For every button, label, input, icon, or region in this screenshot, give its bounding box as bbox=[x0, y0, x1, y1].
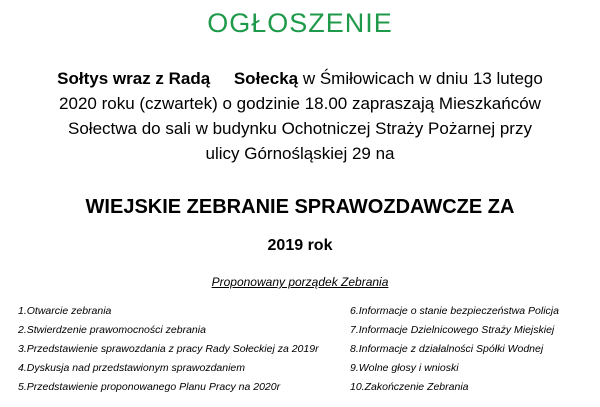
intro-organizer-council: Sołecką bbox=[233, 69, 299, 88]
agenda-list-right bbox=[350, 302, 559, 397]
agenda-item: 2.Stwierdzenie prawomocności zebrania bbox=[18, 324, 206, 336]
agenda-item: 7.Informacje Dzielnicowego Straży Miejskiej bbox=[350, 324, 555, 336]
agenda-item: 4.Dyskusja nad przedstawionym sprawozdaniem bbox=[18, 362, 246, 374]
meeting-year: 2019 rok bbox=[267, 237, 333, 254]
agenda-item: 8.Informacje z działalności Spółki Wodnej bbox=[350, 343, 544, 355]
intro-line-4: ulicy Górnośląskiej 29 na bbox=[205, 144, 395, 163]
intro-date-text: w Śmiłowicach w dniu 13 lutego bbox=[298, 69, 543, 88]
meeting-heading: WIEJSKIE ZEBRANIE SPRAWOZDAWCZE ZA bbox=[85, 196, 515, 218]
notice-title: OGŁOSZENIE bbox=[207, 8, 393, 38]
agenda-item: 5.Przedstawienie proponowanego Planu Pracy na 2020r bbox=[18, 381, 281, 393]
intro-line-3: Sołectwa do sali w budynku Ochotniczej Straży Pożarnej przy bbox=[68, 119, 532, 138]
agenda-item: 6.Informacje o stanie bezpieczeństwa Policja bbox=[350, 305, 559, 317]
agenda-item: 1.Otwarcie zebrania bbox=[18, 305, 112, 317]
intro-organizer: Sołtys wraz z Radą bbox=[57, 69, 211, 88]
intro-paragraph bbox=[20, 66, 580, 166]
intro-line-2: 2020 roku (czwartek) o godzinie 18.00 zapraszają Mieszkańców bbox=[59, 94, 541, 113]
agenda-list-left bbox=[18, 302, 319, 397]
agenda-title: Proponowany porządek Zebrania bbox=[211, 275, 389, 289]
agenda-item: 10.Zakończenie Zebrania bbox=[350, 381, 469, 393]
agenda-item: 9.Wolne głosy i wnioski bbox=[350, 362, 459, 374]
intro-line-1 bbox=[20, 66, 580, 91]
agenda-item: 3.Przedstawienie sprawozdania z pracy Rady Sołeckiej za 2019r bbox=[18, 343, 319, 355]
